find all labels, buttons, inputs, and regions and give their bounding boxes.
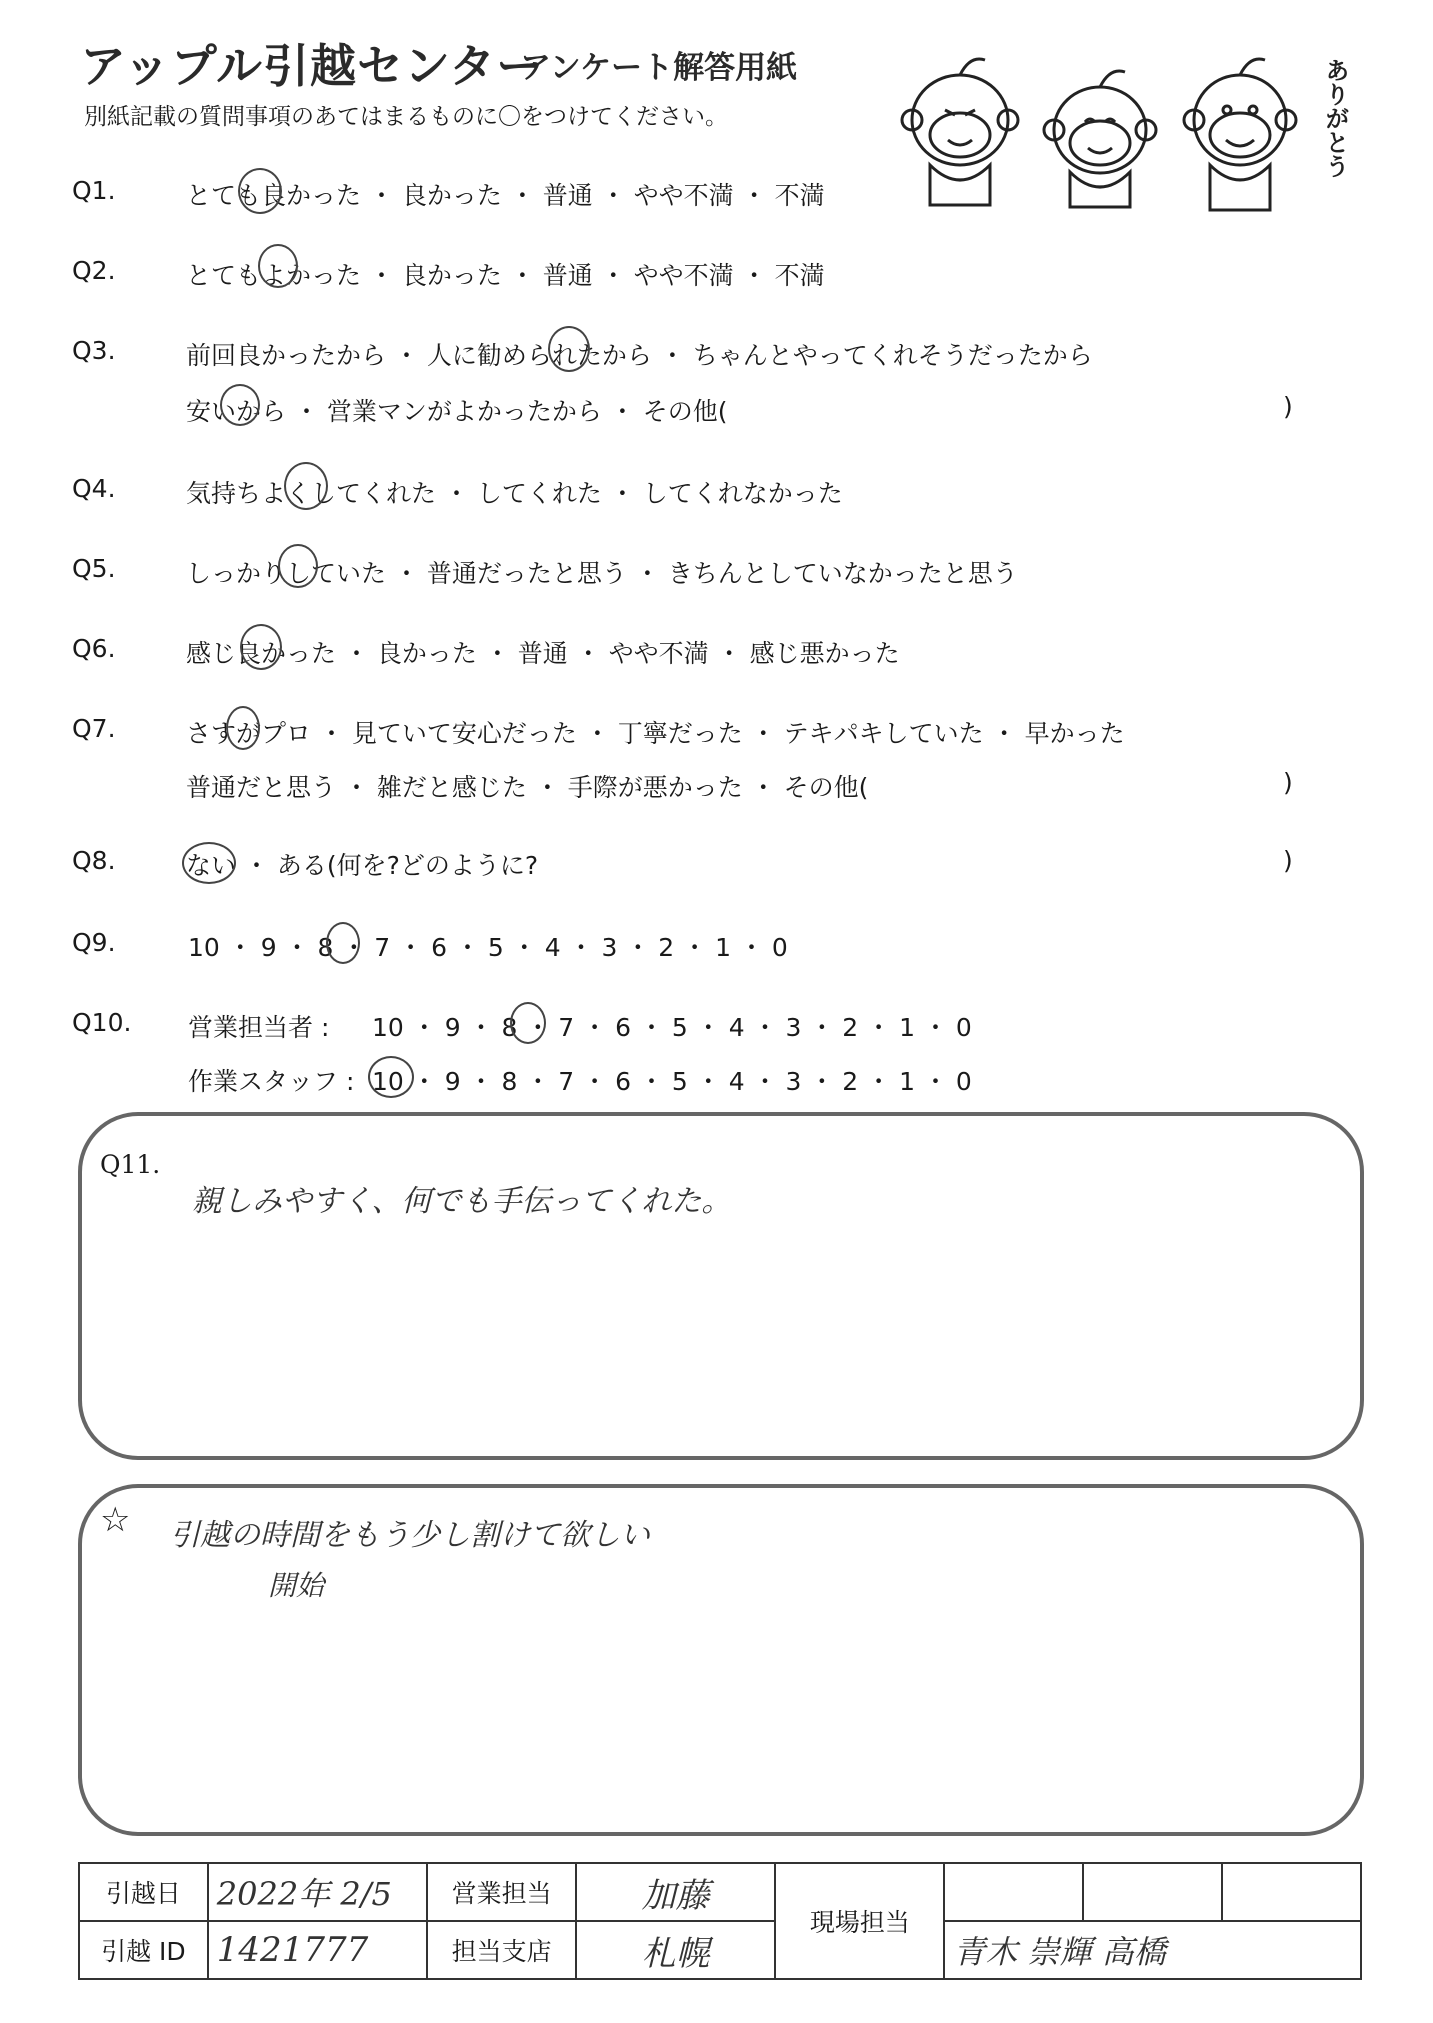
selection-circle [368,1056,414,1098]
q10-label: Q10. [72,1008,132,1037]
q8-options: ない ・ ある(何を?どのように? [186,851,539,880]
move-info-table [78,1862,1362,1980]
sales-rep-value: 加藤 [576,1863,775,1921]
q6-label: Q6. [72,634,116,663]
selection-circle [278,544,318,588]
q3-label: Q3. [72,336,116,365]
q11-answer: 親しみやすく、何でも手伝ってくれた。 [192,1184,732,1219]
q1-options: とても良かった ・ 良かった ・ 普通 ・ やや不満 ・ 不満 [186,181,825,210]
site-staff-cell-2 [1083,1863,1222,1921]
q7-close-paren: ) [1283,768,1293,797]
selection-circle [258,244,298,288]
comment-line1: 引越の時間をもう少し割けて欲しい [170,1518,650,1553]
selection-circle [220,384,260,426]
q10-sales-label: 営業担当者 : [188,1013,330,1042]
selection-circle [182,842,236,884]
company-title: アップル引越センター [80,39,544,93]
q7-options-line2: 普通だと思う ・ 雑だと感じた ・ 手際が悪かった ・ その他( [186,773,869,802]
branch-label: 担当支店 [427,1921,576,1979]
q5-label: Q5. [72,554,116,583]
q7-options-line1: さすがプロ ・ 見ていて安心だった ・ 丁寧だった ・ テキパキしていた ・ 早かった [186,719,1125,748]
q9-scale: 10 ・ 9 ・ 8 ・ 7 ・ 6 ・ 5 ・ 4 ・ 3 ・ 2 ・ 1 ・ 0 [188,933,788,962]
q10-sales-scale: 10 ・ 9 ・ 8 ・ 7 ・ 6 ・ 5 ・ 4 ・ 3 ・ 2 ・ 1 ・ 0 [372,1013,972,1042]
q6-options: 感じ良かった ・ 良かった ・ 普通 ・ やや不満 ・ 感じ悪かった [186,639,900,668]
site-staff-cell-3 [1222,1863,1361,1921]
selection-circle [326,922,360,964]
site-staff-label: 現場担当 [775,1863,944,1979]
monkey-mascots-illustration [890,40,1350,215]
q2-options: とてもよかった ・ 良かった ・ 普通 ・ やや不満 ・ 不満 [186,261,825,290]
site-staff-cell-1 [944,1863,1083,1921]
selection-circle [240,624,282,670]
move-id-label: 引越 ID [79,1921,208,1979]
move-date-label: 引越日 [79,1863,208,1921]
q11-comment-box [78,1112,1364,1460]
selection-circle [284,462,328,510]
site-staff-names: 青木 崇輝 高橋 [944,1921,1361,1979]
selection-circle [510,1002,546,1044]
q5-options: しっかりしていた ・ 普通だったと思う ・ きちんとしていなかったと思う [186,559,1018,588]
thanks-text: ありがとう [1321,58,1349,178]
q4-label: Q4. [72,474,116,503]
q1-label: Q1. [72,176,116,205]
q9-label: Q9. [72,928,116,957]
q3-options-line1: 前回良かったから ・ 人に勧められたから ・ ちゃんとやってくれそうだったから [186,341,1093,370]
q8-label: Q8. [72,846,116,875]
selection-circle [226,706,260,750]
form-subtitle: アンケート解答用紙 [520,50,798,86]
instruction-text: 別紙記載の質問事項のあてはまるものに〇をつけてください。 [84,104,728,130]
q2-label: Q2. [72,256,116,285]
selection-circle [238,168,282,214]
star-icon: ☆ [100,1500,131,1540]
branch-value: 札幌 [576,1921,775,1979]
move-id-value: 1421777 [208,1921,427,1979]
q10-staff-scale: 10 ・ 9 ・ 8 ・ 7 ・ 6 ・ 5 ・ 4 ・ 3 ・ 2 ・ 1 ・ 0 [372,1067,972,1096]
q3-close-paren: ) [1283,392,1293,421]
q3-options-line2: 安いから ・ 営業マンがよかったから ・ その他( [186,397,728,426]
selection-circle [548,326,590,372]
comment-line2: 開始 [268,1569,325,1602]
q7-label: Q7. [72,714,116,743]
q8-close-paren: ) [1283,846,1293,875]
q10-staff-label: 作業スタッフ : [188,1067,355,1096]
move-date-value: 2022年 2/5 [208,1863,427,1921]
q4-options: 気持ちよくしてくれた ・ してくれた ・ してくれなかった [186,479,843,508]
q11-label: Q11. [100,1150,161,1179]
sales-rep-label: 営業担当 [427,1863,576,1921]
